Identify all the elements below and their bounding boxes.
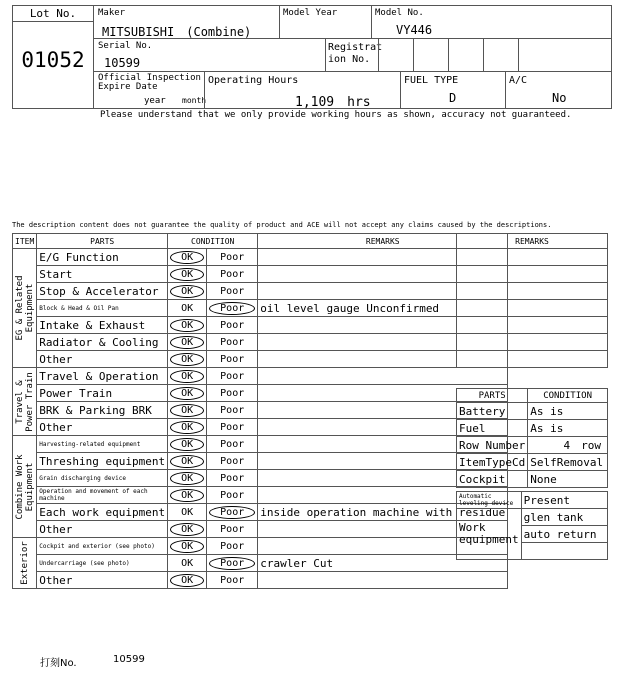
condition-ok bbox=[168, 538, 207, 555]
ok-mark: OK bbox=[170, 574, 204, 587]
condition-ok bbox=[168, 351, 207, 368]
ok-mark: OK bbox=[170, 421, 204, 434]
condition-poor bbox=[207, 555, 258, 572]
part-name: E/G Function bbox=[37, 249, 168, 266]
inspection-cell bbox=[93, 71, 205, 109]
remark-cell bbox=[258, 368, 508, 385]
part-name: Undercarriage (see photo) bbox=[37, 555, 168, 572]
condition-poor bbox=[207, 283, 258, 300]
poor-mark: Poor bbox=[209, 506, 255, 519]
condition-table bbox=[12, 233, 508, 589]
condition-ok bbox=[168, 521, 207, 538]
poor-mark: Poor bbox=[220, 421, 245, 433]
condition-ok bbox=[168, 334, 207, 351]
side-parts-row bbox=[457, 403, 608, 420]
remark-cell: inside operation machine with residue bbox=[258, 504, 508, 521]
condition-ok bbox=[168, 572, 207, 589]
side-part-value: None bbox=[528, 471, 608, 488]
remark-cell bbox=[258, 572, 508, 589]
ok-mark: OK bbox=[170, 353, 204, 366]
side-part-value: 4 row bbox=[528, 437, 608, 454]
table-row bbox=[13, 368, 508, 385]
inspection-label: Official Inspection Expire Date bbox=[98, 73, 201, 92]
serial-value: 10599 bbox=[104, 56, 141, 70]
condition-poor bbox=[207, 334, 258, 351]
col-condition: CONDITION bbox=[168, 234, 258, 249]
work-equipment-value: glen tank bbox=[521, 509, 607, 526]
side-parts-table bbox=[456, 388, 608, 488]
poor-mark: Poor bbox=[220, 387, 245, 399]
table-row bbox=[13, 385, 508, 402]
side-remarks-table bbox=[456, 233, 608, 368]
ok-mark: OK bbox=[170, 285, 204, 298]
table-row bbox=[13, 300, 508, 317]
condition-ok bbox=[168, 368, 207, 385]
hours-notice: Please understand that we only provide working hours as shown, accuracy not guaranteed. bbox=[100, 110, 572, 120]
category-cell bbox=[13, 249, 37, 368]
operating-hours-label: Operating Hours bbox=[208, 75, 299, 86]
serial-cell bbox=[93, 38, 326, 72]
table-row bbox=[13, 283, 508, 300]
table-row bbox=[13, 521, 508, 538]
work-equipment-table bbox=[456, 491, 608, 560]
ac-label: A/C bbox=[509, 75, 528, 86]
poor-mark: Poor bbox=[220, 251, 245, 263]
side-col-parts: PARTS bbox=[457, 389, 528, 403]
side-remark-row bbox=[457, 300, 608, 317]
poor-mark: Poor bbox=[209, 557, 255, 570]
table-row bbox=[13, 538, 508, 555]
condition-ok bbox=[168, 419, 207, 436]
table-row bbox=[13, 334, 508, 351]
model-year-cell bbox=[279, 5, 372, 39]
side-part-value: As is bbox=[528, 420, 608, 437]
table-row bbox=[13, 266, 508, 283]
model-no-cell bbox=[371, 5, 612, 39]
ok-mark: OK bbox=[170, 489, 204, 502]
condition-poor bbox=[207, 249, 258, 266]
side-remark-row bbox=[457, 334, 608, 351]
ok-mark: OK bbox=[170, 268, 204, 281]
condition-ok bbox=[168, 436, 207, 453]
category-cell bbox=[13, 368, 37, 436]
poor-mark: Poor bbox=[220, 370, 245, 382]
table-row bbox=[13, 436, 508, 453]
part-name: Intake & Exhaust bbox=[37, 317, 168, 334]
condition-ok bbox=[168, 266, 207, 283]
side-part-name: Battery bbox=[457, 403, 528, 420]
condition-poor bbox=[207, 487, 258, 504]
ok-mark: OK bbox=[181, 506, 194, 518]
part-name: Harvesting-related equipment bbox=[37, 436, 168, 453]
auto-level-label: Automatic leveling device bbox=[457, 492, 522, 509]
ok-mark: OK bbox=[170, 387, 204, 400]
category-cell bbox=[13, 436, 37, 538]
part-name: Block & Head & Oil Pan bbox=[37, 300, 168, 317]
model-no-value: VY446 bbox=[396, 23, 433, 37]
part-name: Radiator & Cooling bbox=[37, 334, 168, 351]
ok-mark: OK bbox=[170, 370, 204, 383]
part-name: Start bbox=[37, 266, 168, 283]
ok-mark: OK bbox=[170, 523, 204, 536]
poor-mark: Poor bbox=[220, 404, 245, 416]
serial-label: Serial No. bbox=[98, 41, 153, 51]
ok-mark: OK bbox=[170, 472, 204, 485]
part-name: Each work equipment bbox=[37, 504, 168, 521]
registration-box-2 bbox=[413, 38, 449, 72]
ok-mark: OK bbox=[170, 540, 204, 553]
part-name: Other bbox=[37, 521, 168, 538]
condition-poor bbox=[207, 419, 258, 436]
poor-mark: Poor bbox=[220, 472, 245, 484]
condition-poor bbox=[207, 504, 258, 521]
auto-level-value: Present bbox=[521, 492, 607, 509]
condition-poor bbox=[207, 300, 258, 317]
ok-mark: OK bbox=[170, 404, 204, 417]
poor-mark: Poor bbox=[220, 438, 245, 450]
table-row bbox=[13, 572, 508, 589]
fuel-type-cell bbox=[400, 71, 506, 109]
condition-ok bbox=[168, 402, 207, 419]
month-label: month bbox=[182, 96, 207, 105]
maker-cell bbox=[93, 5, 280, 39]
lot-label-cell bbox=[12, 5, 94, 22]
part-name: Power Train bbox=[37, 385, 168, 402]
condition-poor bbox=[207, 351, 258, 368]
table-row bbox=[13, 419, 508, 436]
operating-hours-cell bbox=[204, 71, 401, 109]
poor-mark: Poor bbox=[220, 336, 245, 348]
category-label: Combine Work Equipment bbox=[14, 453, 35, 520]
ok-mark: OK bbox=[181, 302, 194, 314]
ac-value: No bbox=[552, 91, 567, 105]
side-parts-row bbox=[457, 454, 608, 471]
registration-box-3 bbox=[448, 38, 484, 72]
table-row bbox=[13, 487, 508, 504]
side-part-name: Row Number bbox=[457, 437, 528, 454]
table-row bbox=[13, 504, 508, 521]
condition-poor bbox=[207, 538, 258, 555]
model-year-label: Model Year bbox=[283, 8, 338, 18]
side-remarks-header: REMARKS bbox=[457, 234, 608, 249]
part-name: Other bbox=[37, 419, 168, 436]
side-remark-row bbox=[457, 283, 608, 300]
side-remark-row bbox=[457, 351, 608, 368]
condition-ok bbox=[168, 555, 207, 572]
side-part-value: As is bbox=[528, 403, 608, 420]
condition-ok bbox=[168, 283, 207, 300]
part-name: Other bbox=[37, 351, 168, 368]
part-name: Operation and movement of each machine bbox=[37, 487, 168, 504]
poor-mark: Poor bbox=[220, 455, 245, 467]
poor-mark: Poor bbox=[209, 302, 255, 315]
ac-cell bbox=[505, 71, 612, 109]
fuel-type-value: D bbox=[449, 91, 457, 105]
registration-cell bbox=[325, 38, 383, 72]
part-name: Stop & Accelerator bbox=[37, 283, 168, 300]
table-row bbox=[13, 351, 508, 368]
ok-mark: OK bbox=[170, 251, 204, 264]
table-row bbox=[13, 317, 508, 334]
part-name: Cockpit and exterior (see photo) bbox=[37, 538, 168, 555]
table-row bbox=[13, 555, 508, 572]
poor-mark: Poor bbox=[220, 353, 245, 365]
ok-mark: OK bbox=[170, 438, 204, 451]
poor-mark: Poor bbox=[220, 319, 245, 331]
poor-mark: Poor bbox=[220, 268, 245, 280]
condition-poor bbox=[207, 572, 258, 589]
side-part-name: Fuel bbox=[457, 420, 528, 437]
part-name: Grain discharging device bbox=[37, 470, 168, 487]
poor-mark: Poor bbox=[220, 523, 245, 535]
maker-value: MITSUBISHI (Combine) bbox=[102, 25, 252, 39]
condition-ok bbox=[168, 504, 207, 521]
operating-hours-value: 1,109 hrs bbox=[295, 95, 371, 110]
condition-poor bbox=[207, 368, 258, 385]
registration-box-1 bbox=[378, 38, 414, 72]
side-parts-row bbox=[457, 437, 608, 454]
category-label: Travel & Power Train bbox=[14, 371, 35, 432]
category-label: Exterior bbox=[19, 541, 30, 585]
part-name: Other bbox=[37, 572, 168, 589]
table-row bbox=[13, 470, 508, 487]
work-equipment-value: auto return bbox=[521, 526, 607, 543]
maker-label: Maker bbox=[98, 8, 126, 18]
lot-value-cell bbox=[12, 21, 94, 109]
part-name: BRK & Parking BRK bbox=[37, 402, 168, 419]
category-cell bbox=[13, 538, 37, 589]
work-equipment-label: Work equipment bbox=[457, 509, 522, 560]
condition-ok bbox=[168, 487, 207, 504]
condition-poor bbox=[207, 470, 258, 487]
side-remark-row bbox=[457, 266, 608, 283]
condition-poor bbox=[207, 402, 258, 419]
condition-poor bbox=[207, 317, 258, 334]
table-row bbox=[13, 453, 508, 470]
condition-poor bbox=[207, 385, 258, 402]
registration-label: Registrat ion No. bbox=[328, 42, 383, 65]
col-item: ITEM bbox=[13, 234, 37, 249]
ok-mark: OK bbox=[170, 336, 204, 349]
poor-mark: Poor bbox=[220, 574, 245, 586]
poor-mark: Poor bbox=[220, 489, 245, 501]
ok-mark: OK bbox=[170, 455, 204, 468]
condition-ok bbox=[168, 249, 207, 266]
poor-mark: Poor bbox=[220, 285, 245, 297]
side-remark-row bbox=[457, 249, 608, 266]
stamp-label: 打刻No. bbox=[40, 658, 77, 669]
poor-mark: Poor bbox=[220, 540, 245, 552]
condition-ok bbox=[168, 385, 207, 402]
table-row bbox=[13, 249, 508, 266]
side-parts-row bbox=[457, 420, 608, 437]
model-no-label: Model No. bbox=[375, 8, 424, 18]
part-name: Travel & Operation bbox=[37, 368, 168, 385]
condition-ok bbox=[168, 300, 207, 317]
ok-mark: OK bbox=[170, 319, 204, 332]
condition-ok bbox=[168, 470, 207, 487]
condition-ok bbox=[168, 453, 207, 470]
condition-table-header bbox=[13, 234, 508, 249]
category-label: EG & Related Equipment bbox=[14, 275, 35, 341]
side-part-value: SelfRemoval bbox=[528, 454, 608, 471]
description-notice: The description content does not guarantee the quality of product and ACE will not accept any claims caused by the descriptions. bbox=[12, 221, 552, 229]
work-equipment-value bbox=[521, 543, 607, 560]
condition-poor bbox=[207, 521, 258, 538]
ok-mark: OK bbox=[181, 557, 194, 569]
condition-ok bbox=[168, 317, 207, 334]
remark-cell: crawler Cut bbox=[258, 555, 508, 572]
col-parts: PARTS bbox=[37, 234, 168, 249]
side-part-name: ItemTypeCd bbox=[457, 454, 528, 471]
col-remarks: REMARKS bbox=[258, 234, 508, 249]
side-col-condition: CONDITION bbox=[528, 389, 608, 403]
registration-box-5 bbox=[518, 38, 612, 72]
side-parts-row bbox=[457, 471, 608, 488]
remark-cell: oil level gauge Unconfirmed bbox=[258, 300, 508, 317]
stamp-value: 10599 bbox=[113, 654, 145, 665]
side-part-name: Cockpit bbox=[457, 471, 528, 488]
condition-poor bbox=[207, 436, 258, 453]
part-name: Threshing equipment bbox=[37, 453, 168, 470]
condition-poor bbox=[207, 453, 258, 470]
registration-box-4 bbox=[483, 38, 519, 72]
fuel-type-label: FUEL TYPE bbox=[404, 75, 459, 86]
lot-label: Lot No. bbox=[29, 7, 77, 20]
year-label: year bbox=[144, 96, 166, 106]
side-remark-row bbox=[457, 317, 608, 334]
lot-number: 01052 bbox=[21, 48, 85, 72]
table-row bbox=[13, 402, 508, 419]
condition-poor bbox=[207, 266, 258, 283]
